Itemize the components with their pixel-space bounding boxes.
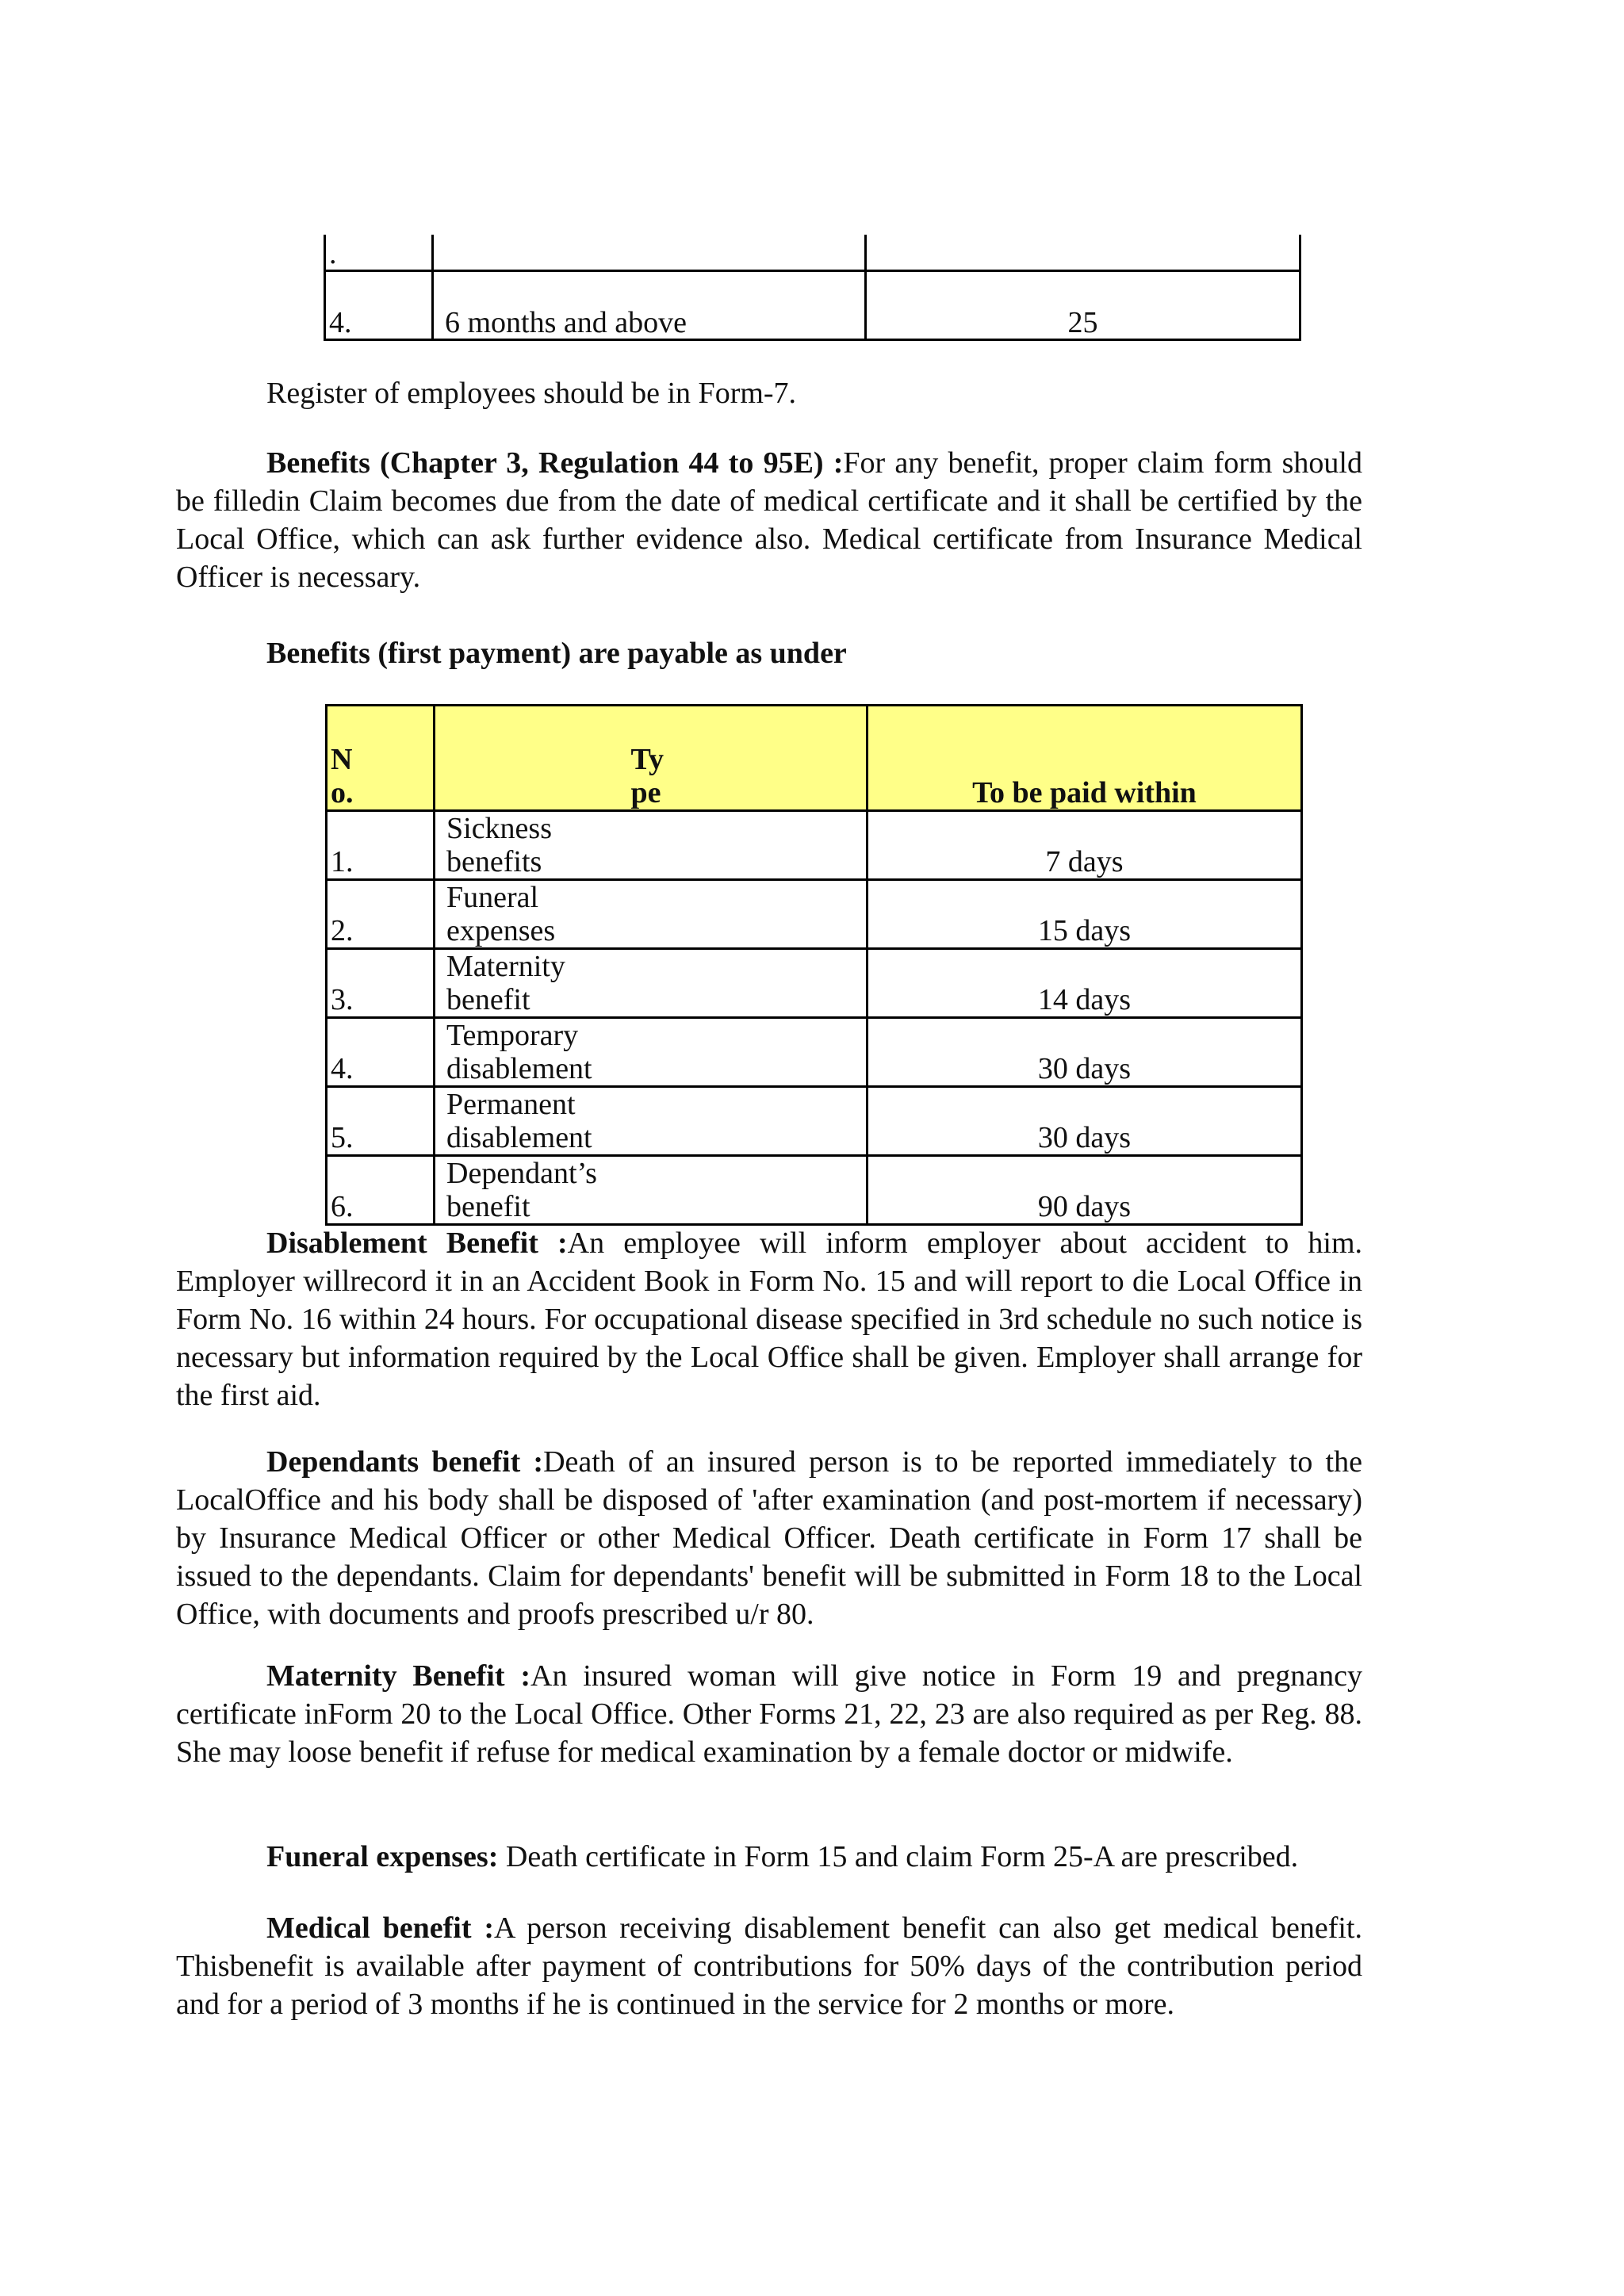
row-value	[866, 235, 1300, 271]
medical-text: A person receiving disablement benefit can also get medical benefit. Thisbenefit is available after payment of contributions for 50% days of the contribution period and for a period of 3 months if he is continued in the service for 2 months or more.	[176, 1911, 1362, 2021]
maternity-text: An insured woman will give notice in Form 19 and pregnancy certificate inForm 20 to the Local Office. Other Forms 21, 22, 23 are also required as per Reg. 88. She may loose benefit if refuse for medical examination by a female doctor or midwife.	[176, 1659, 1362, 1769]
continuation-table	[324, 235, 1301, 341]
row-number: .	[325, 235, 433, 271]
row-days: 30 days	[868, 1087, 1302, 1156]
dependants-heading: Dependants benefit :	[266, 1445, 544, 1479]
row-number: 6.	[327, 1156, 435, 1225]
header-paid-within: To be paid within	[868, 706, 1302, 811]
row-type: Dependant’s benefit	[435, 1156, 868, 1225]
table-row	[325, 235, 1300, 271]
row-type	[433, 235, 866, 271]
row-type: Maternity benefit	[435, 949, 868, 1018]
benefits-text: For any benefit, proper claim form should be filledin Claim becomes due from the date of medical certificate and it shall be certified by the Local Office, which can ask further evidence also. Medical certificate from Insurance Medical Officer is necessary.	[176, 446, 1362, 594]
maternity-heading: Maternity Benefit :	[266, 1659, 531, 1693]
table-row	[327, 1156, 1302, 1225]
row-number: 4.	[325, 271, 433, 340]
row-days: 15 days	[868, 880, 1302, 949]
row-type: Sickness benefits	[435, 811, 868, 880]
row-type: 6 months and above	[433, 271, 866, 340]
funeral-paragraph	[176, 1838, 1362, 1876]
table-row	[327, 949, 1302, 1018]
disablement-text: An employee will inform employer about accident to him. Employer willrecord it in an Accident Book in Form No. 15 and will report to die Local Office in Form No. 16 within 24 hours. For occupational disease specified in 3rd schedule no such notice is necessary but information required by the Local Office shall be given. Employer shall arrange for the first aid.	[176, 1226, 1363, 1412]
benefits-heading: Benefits (Chapter 3, Regulation 44 to 95E) :	[266, 446, 844, 480]
benefits-paragraph	[176, 444, 1362, 596]
row-number: 1.	[327, 811, 435, 880]
dependants-paragraph	[176, 1443, 1362, 1633]
payable-heading: Benefits (first payment) are payable as under	[266, 637, 847, 670]
row-type: Funeral expenses	[435, 880, 868, 949]
row-days: 7 days	[868, 811, 1302, 880]
row-number: 5.	[327, 1087, 435, 1156]
funeral-text: Death certificate in Form 15 and claim Form 25-A are prescribed.	[498, 1840, 1299, 1873]
row-type: Temporary disablement	[435, 1018, 868, 1087]
table-row	[327, 880, 1302, 949]
row-number: 2.	[327, 880, 435, 949]
dependants-text: Death of an insured person is to be reported immediately to the LocalOffice and his body shall be disposed of 'after examination (and post-mortem if necessary) by Insurance Medical Officer or other Medical Officer. Death certificate in Form 17 shall be issued to the dependants. Claim for dependants' benefit will be submitted in Form 18 to the Local Office, with documents and proofs prescribed u/r 80.	[176, 1445, 1362, 1631]
row-type: Permanent disablement	[435, 1087, 868, 1156]
row-days: 90 days	[868, 1156, 1302, 1225]
register-note: Register of employees should be in Form-7.	[266, 377, 797, 410]
table-row	[327, 811, 1302, 880]
medical-paragraph	[176, 1909, 1362, 2023]
table-header-row	[327, 706, 1302, 811]
maternity-paragraph	[176, 1657, 1362, 1771]
header-no: No.	[327, 706, 435, 811]
funeral-heading: Funeral expenses:	[266, 1840, 499, 1873]
disablement-paragraph	[176, 1224, 1362, 1414]
table-row	[327, 1087, 1302, 1156]
row-days: 14 days	[868, 949, 1302, 1018]
header-type: Type	[435, 706, 868, 811]
medical-heading: Medical benefit :	[266, 1911, 494, 1945]
table-row	[327, 1018, 1302, 1087]
row-number: 4.	[327, 1018, 435, 1087]
row-days: 30 days	[868, 1018, 1302, 1087]
disablement-heading: Disablement Benefit :	[266, 1226, 568, 1260]
row-number: 3.	[327, 949, 435, 1018]
table-row	[325, 271, 1300, 340]
row-value: 25	[866, 271, 1300, 340]
benefits-table	[325, 704, 1303, 1226]
